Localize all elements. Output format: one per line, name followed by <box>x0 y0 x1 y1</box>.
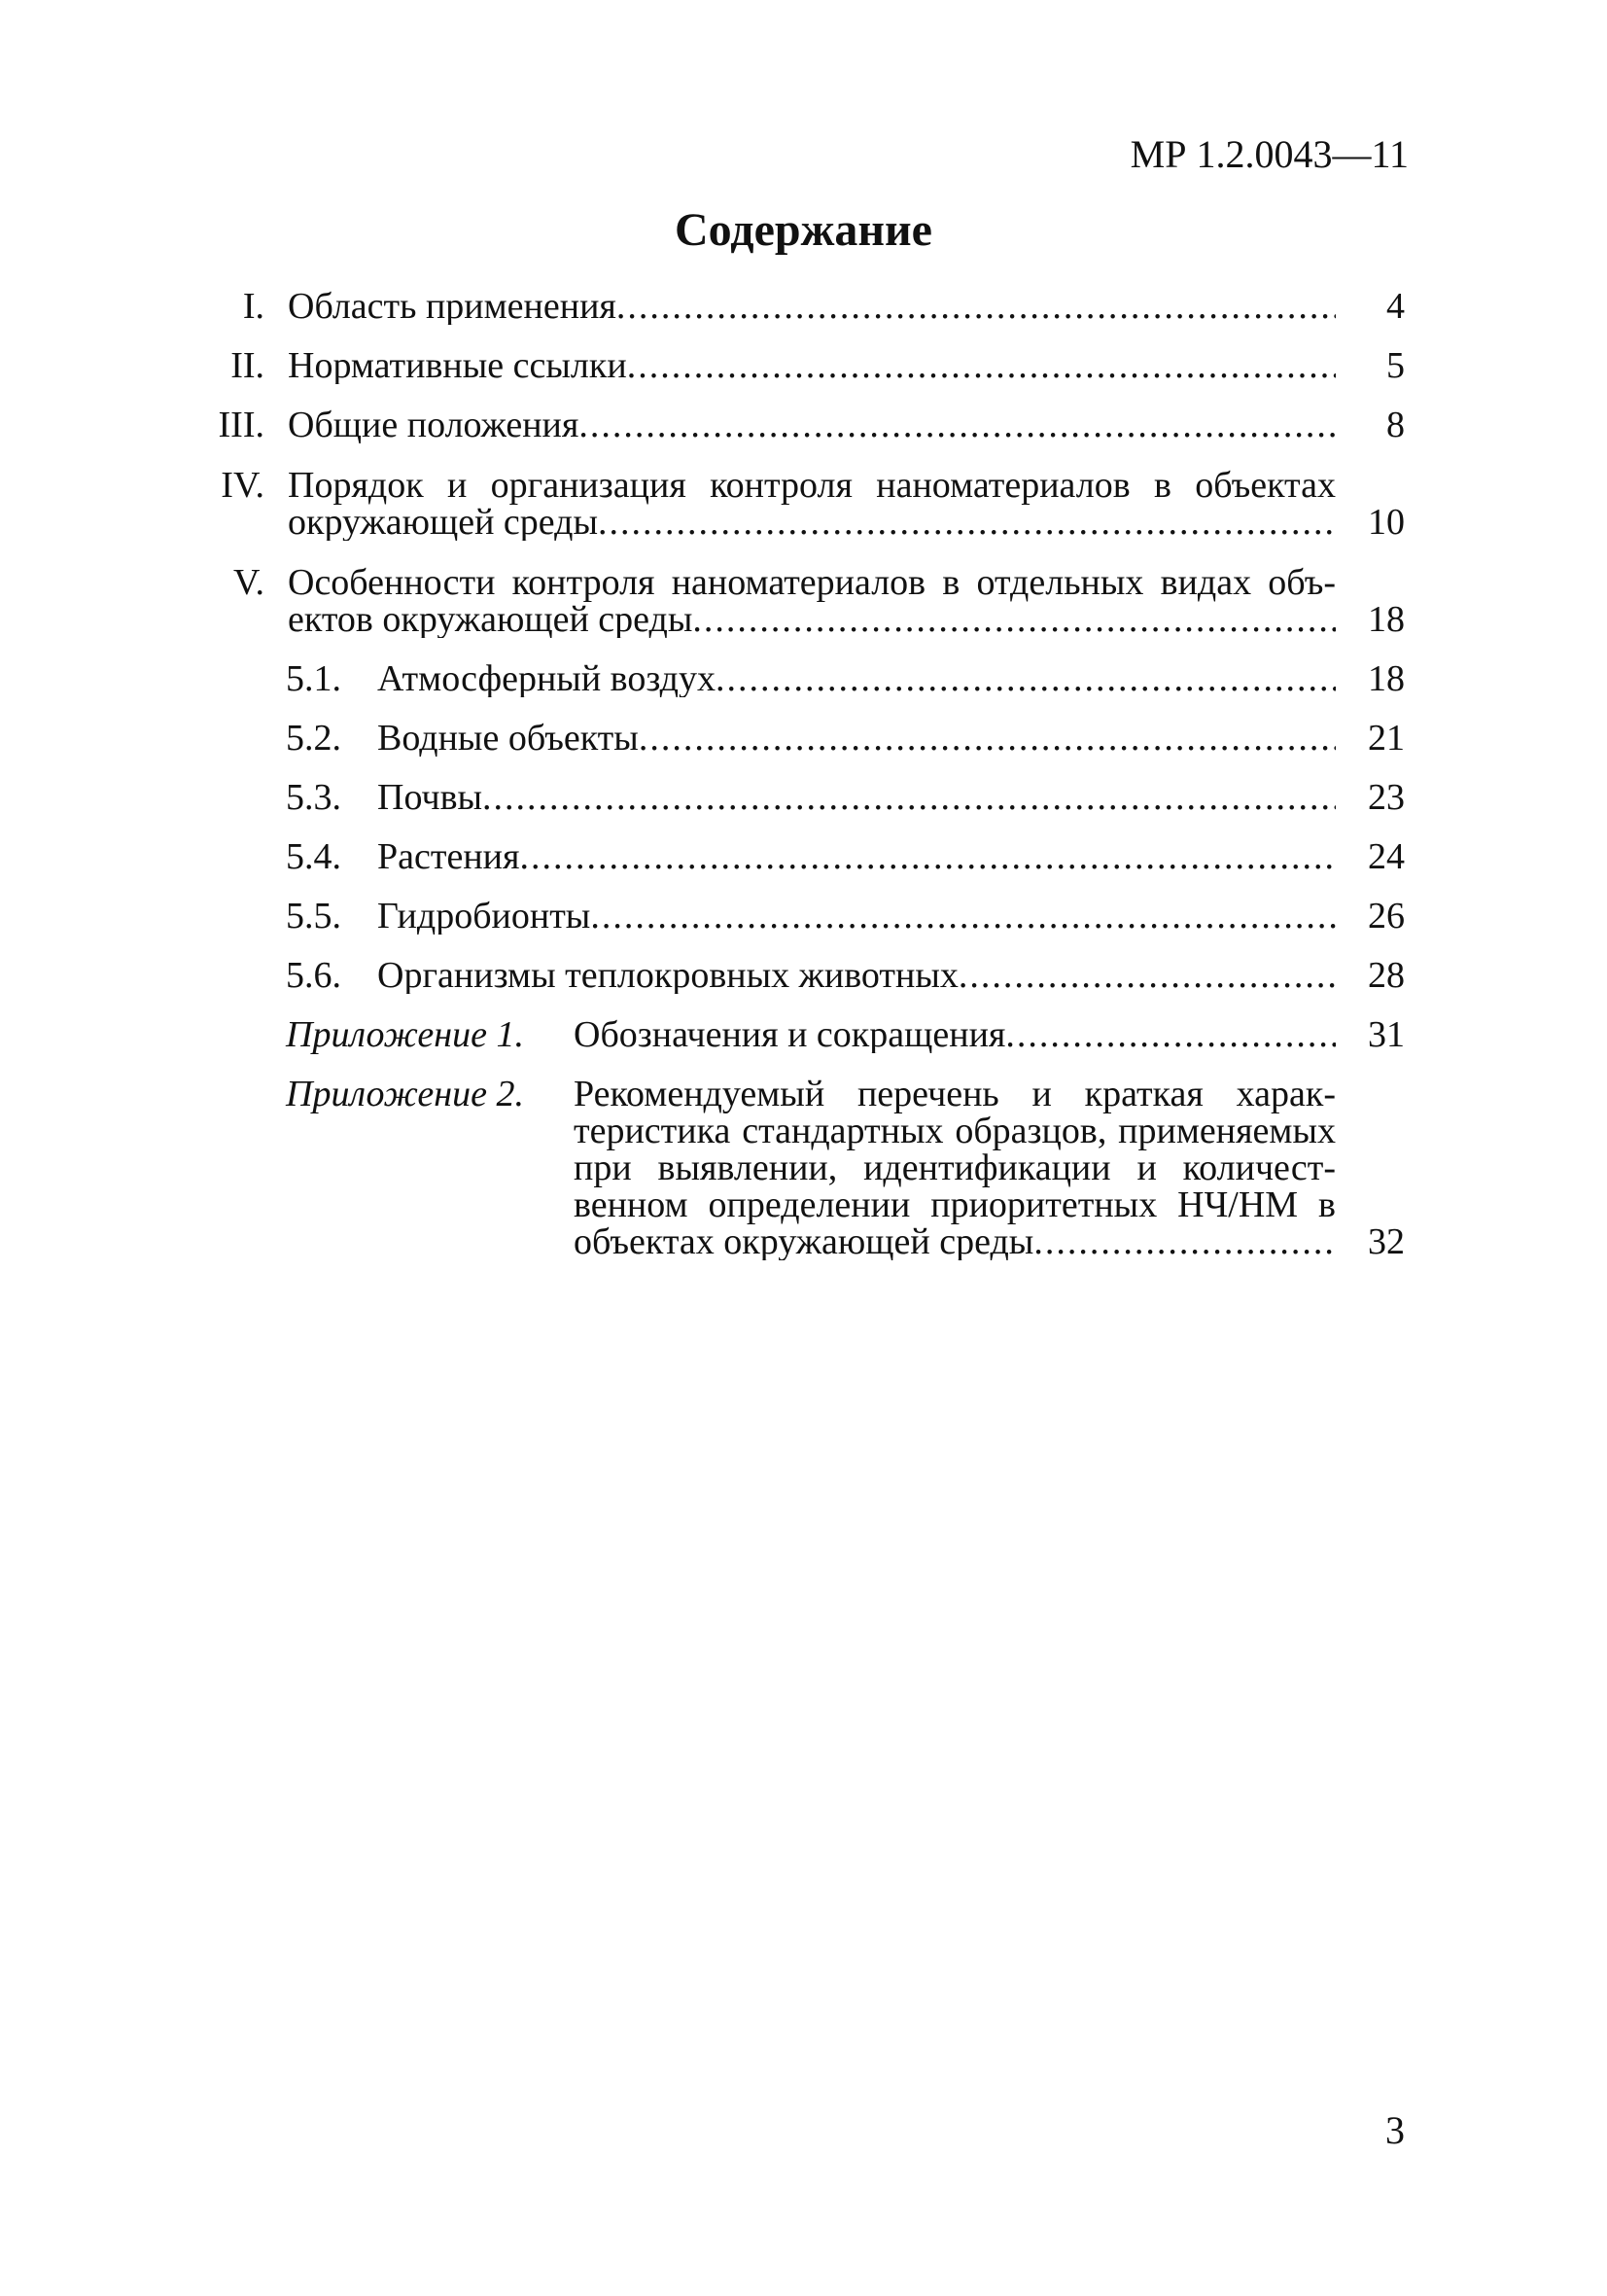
section-title: окружающей среды <box>288 504 599 541</box>
section-number: IV. <box>221 465 264 506</box>
document-code: МР 1.2.0043—11 <box>1130 132 1409 176</box>
dot-leader <box>520 838 1337 875</box>
page-number: 21 <box>1368 718 1405 759</box>
dot-leader <box>959 957 1336 994</box>
appendix-label: Приложение 2. <box>286 1074 524 1114</box>
toc-leader-line <box>288 504 1336 541</box>
subsection-number: 5.4. <box>286 836 341 877</box>
dot-leader <box>1005 1016 1336 1053</box>
toc-leader-line <box>288 288 1336 325</box>
toc-leader-line <box>288 601 1336 638</box>
appendix-title: Обозначения и сокращения <box>574 1016 1006 1053</box>
page-number-footer: 3 <box>1385 2108 1405 2152</box>
toc-leader-line <box>288 347 1336 384</box>
section-number: II. <box>230 345 264 386</box>
page-number: 8 <box>1386 405 1405 445</box>
dot-leader <box>590 898 1336 935</box>
subsection-number: 5.3. <box>286 777 341 818</box>
toc-leader-line <box>377 779 1336 816</box>
subsection-title: Гидробионты <box>377 898 591 935</box>
dot-leader <box>692 601 1336 638</box>
page-number: 28 <box>1368 955 1405 996</box>
appendix-title-line: теристика стандартных образцов, применяемых <box>574 1111 1336 1151</box>
page-number: 18 <box>1368 599 1405 640</box>
dot-leader <box>1033 1223 1336 1260</box>
dot-leader <box>639 720 1336 757</box>
appendix-title-line: при выявлении, идентификации и количест- <box>574 1148 1336 1188</box>
subsection-title: Растения <box>377 838 520 875</box>
page-number: 31 <box>1368 1014 1405 1055</box>
dot-leader <box>616 288 1336 325</box>
toc-leader-line <box>574 1016 1336 1053</box>
subsection-title: Водные объекты <box>377 720 639 757</box>
page-number: 5 <box>1386 345 1405 386</box>
page-number: 18 <box>1368 658 1405 699</box>
page-number: 4 <box>1386 286 1405 327</box>
section-title: Нормативные ссылки <box>288 347 627 384</box>
subsection-number: 5.6. <box>286 955 341 996</box>
toc-leader-line <box>377 660 1336 697</box>
section-number: V. <box>232 562 264 603</box>
section-number: I. <box>242 286 264 327</box>
page-number: 32 <box>1368 1221 1405 1262</box>
page-number: 10 <box>1368 502 1405 543</box>
toc-leader-line <box>288 406 1336 443</box>
dot-leader <box>482 779 1336 816</box>
toc-leader-line <box>377 957 1336 994</box>
dot-leader <box>598 504 1336 541</box>
appendix-title-line: венном определении приоритетных НЧ/НМ в <box>574 1184 1336 1225</box>
section-title-line: Порядок и организация контроля наноматериалов в объектах <box>288 465 1336 506</box>
appendix-title-line: Рекомендуемый перечень и краткая харак- <box>574 1074 1336 1114</box>
section-title-line: Особенности контроля наноматериалов в отдельных видах объ- <box>288 562 1336 603</box>
page-number: 23 <box>1368 777 1405 818</box>
subsection-title: Атмосферный воздух <box>377 660 716 697</box>
subsection-title: Организмы теплокровных животных <box>377 957 959 994</box>
dot-leader <box>627 347 1336 384</box>
section-title: Общие положения <box>288 406 579 443</box>
subsection-title: Почвы <box>377 779 483 816</box>
toc-title: Содержание <box>675 204 932 256</box>
dot-leader <box>716 660 1336 697</box>
appendix-label: Приложение 1. <box>286 1014 524 1055</box>
section-title: ектов окружающей среды <box>288 601 693 638</box>
dot-leader <box>578 406 1336 443</box>
subsection-number: 5.5. <box>286 896 341 936</box>
toc-leader-line <box>574 1223 1336 1260</box>
toc-leader-line <box>377 720 1336 757</box>
page-number: 24 <box>1368 836 1405 877</box>
page-number: 26 <box>1368 896 1405 936</box>
section-number: III. <box>218 405 264 445</box>
toc-leader-line <box>377 838 1336 875</box>
subsection-number: 5.1. <box>286 658 341 699</box>
section-title: Область применения <box>288 288 616 325</box>
toc-leader-line <box>377 898 1336 935</box>
appendix-title: объектах окружающей среды <box>574 1223 1034 1260</box>
subsection-number: 5.2. <box>286 718 341 759</box>
